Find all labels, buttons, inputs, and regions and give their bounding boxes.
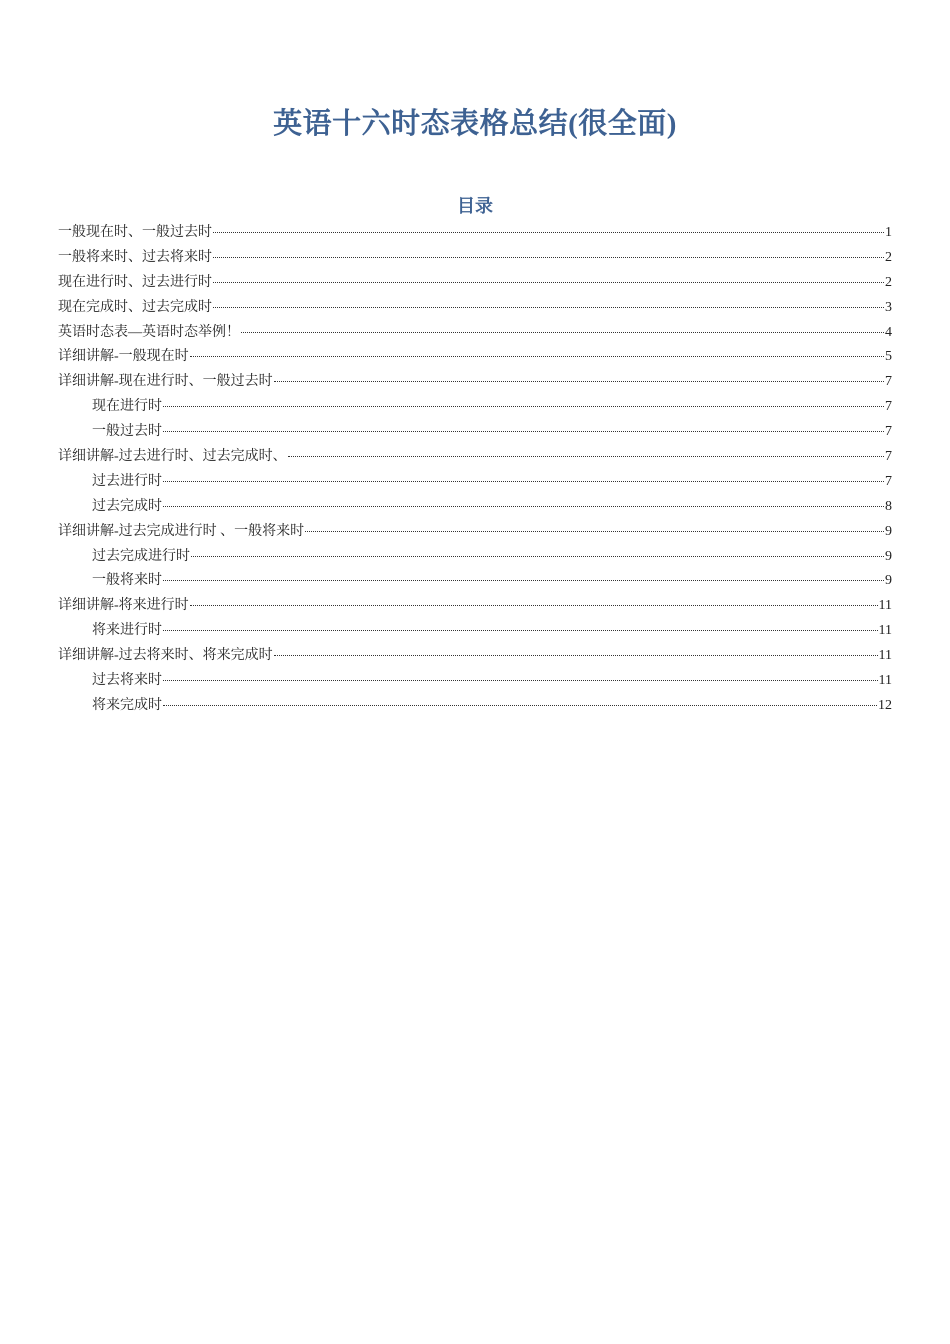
toc-entry-text[interactable]: 现在进行时 xyxy=(92,399,162,415)
toc-dot-leader xyxy=(163,630,878,631)
toc-page-number[interactable]: 7 xyxy=(885,374,892,390)
toc-page-number[interactable]: 11 xyxy=(878,623,892,639)
toc-entry-text[interactable]: 过去完成进行时 xyxy=(92,548,190,564)
toc-dot-leader xyxy=(213,257,884,258)
toc-entry[interactable] xyxy=(58,221,892,246)
toc-dot-leader xyxy=(213,232,884,233)
toc-page-number[interactable]: 7 xyxy=(885,424,892,440)
toc-entry-text[interactable]: 英语时态表—英语时态举例！ xyxy=(58,324,240,340)
toc-page-number[interactable]: 7 xyxy=(885,399,892,415)
toc-page-number[interactable]: 11 xyxy=(878,648,892,664)
toc-page-number[interactable]: 9 xyxy=(885,523,892,539)
toc-dot-leader xyxy=(163,705,877,706)
toc-entry[interactable] xyxy=(58,246,892,271)
toc-page-number[interactable]: 9 xyxy=(885,573,892,589)
toc-dot-leader xyxy=(163,406,884,407)
toc-dot-leader xyxy=(274,381,884,382)
toc-entry-text[interactable]: 现在进行时、过去进行时 xyxy=(58,274,212,290)
toc-entry-text[interactable]: 一般将来时 xyxy=(92,573,162,589)
toc-entry[interactable] xyxy=(58,345,892,370)
toc-entry-text[interactable]: 详细讲解-将来进行时 xyxy=(58,598,189,614)
toc-page-number[interactable]: 2 xyxy=(885,274,892,290)
toc-page-number[interactable]: 4 xyxy=(885,324,892,340)
toc-entry-text[interactable]: 详细讲解-一般现在时 xyxy=(58,349,189,365)
toc-entry[interactable] xyxy=(58,644,892,669)
toc-page-number[interactable]: 11 xyxy=(878,673,892,689)
toc-page-number[interactable]: 7 xyxy=(885,473,892,489)
toc-entry-text[interactable]: 过去进行时 xyxy=(92,473,162,489)
table-of-contents xyxy=(58,221,892,719)
toc-page-number[interactable]: 5 xyxy=(885,349,892,365)
toc-entry[interactable] xyxy=(58,296,892,321)
toc-dot-leader xyxy=(190,605,878,606)
toc-dot-leader xyxy=(241,332,884,333)
toc-entry[interactable] xyxy=(58,445,892,470)
toc-entry[interactable] xyxy=(58,370,892,395)
toc-entry[interactable] xyxy=(58,619,892,644)
toc-entry-text[interactable]: 过去将来时 xyxy=(92,673,162,689)
toc-page-number[interactable]: 3 xyxy=(885,299,892,315)
toc-entry[interactable] xyxy=(58,594,892,619)
toc-entry[interactable] xyxy=(58,395,892,420)
toc-entry-text[interactable]: 一般将来时、过去将来时 xyxy=(58,249,212,265)
toc-dot-leader xyxy=(213,282,884,283)
toc-page-number[interactable]: 8 xyxy=(885,498,892,514)
toc-page-number[interactable]: 2 xyxy=(885,249,892,265)
toc-entry[interactable] xyxy=(58,694,892,719)
toc-dot-leader xyxy=(274,655,878,656)
toc-entry-text[interactable]: 详细讲解-过去进行时、过去完成时、 xyxy=(58,449,287,465)
toc-entry[interactable] xyxy=(58,569,892,594)
toc-entry[interactable] xyxy=(58,495,892,520)
toc-page-number[interactable]: 9 xyxy=(885,548,892,564)
toc-dot-leader xyxy=(163,680,878,681)
toc-page-number[interactable]: 7 xyxy=(885,449,892,465)
toc-dot-leader xyxy=(213,307,884,308)
toc-page-number[interactable]: 11 xyxy=(878,598,892,614)
toc-heading: 目录 xyxy=(457,196,493,216)
toc-page-number[interactable]: 12 xyxy=(878,697,892,713)
toc-dot-leader xyxy=(191,556,884,557)
toc-entry-text[interactable]: 过去完成时 xyxy=(92,498,162,514)
toc-entry-text[interactable]: 详细讲解-现在进行时、一般过去时 xyxy=(58,374,273,390)
toc-entry-text[interactable]: 将来完成时 xyxy=(92,697,162,713)
toc-entry[interactable] xyxy=(58,420,892,445)
toc-entry-text[interactable]: 现在完成时、过去完成时 xyxy=(58,299,212,315)
toc-entry-text[interactable]: 一般现在时、一般过去时 xyxy=(58,225,212,240)
toc-entry[interactable] xyxy=(58,321,892,346)
toc-entry-text[interactable]: 一般过去时 xyxy=(92,424,162,440)
toc-dot-leader xyxy=(305,531,884,532)
toc-dot-leader xyxy=(190,356,884,357)
toc-entry[interactable] xyxy=(58,520,892,545)
toc-dot-leader xyxy=(163,580,884,581)
toc-dot-leader xyxy=(288,456,884,457)
toc-entry-text[interactable]: 详细讲解-过去完成进行时 、一般将来时 xyxy=(58,523,305,539)
toc-entry[interactable] xyxy=(58,669,892,694)
toc-entry[interactable] xyxy=(58,470,892,495)
toc-dot-leader xyxy=(163,506,884,507)
toc-dot-leader xyxy=(163,481,884,482)
toc-page-number[interactable]: 1 xyxy=(885,225,892,240)
toc-entry-text[interactable]: 详细讲解-过去将来时、将来完成时 xyxy=(58,648,273,664)
toc-entry-text[interactable]: 将来进行时 xyxy=(92,623,162,639)
document-title: 英语十六时态表格总结(很全面) xyxy=(273,108,677,140)
toc-entry[interactable] xyxy=(58,271,892,296)
toc-dot-leader xyxy=(163,431,884,432)
toc-entry[interactable] xyxy=(58,545,892,570)
